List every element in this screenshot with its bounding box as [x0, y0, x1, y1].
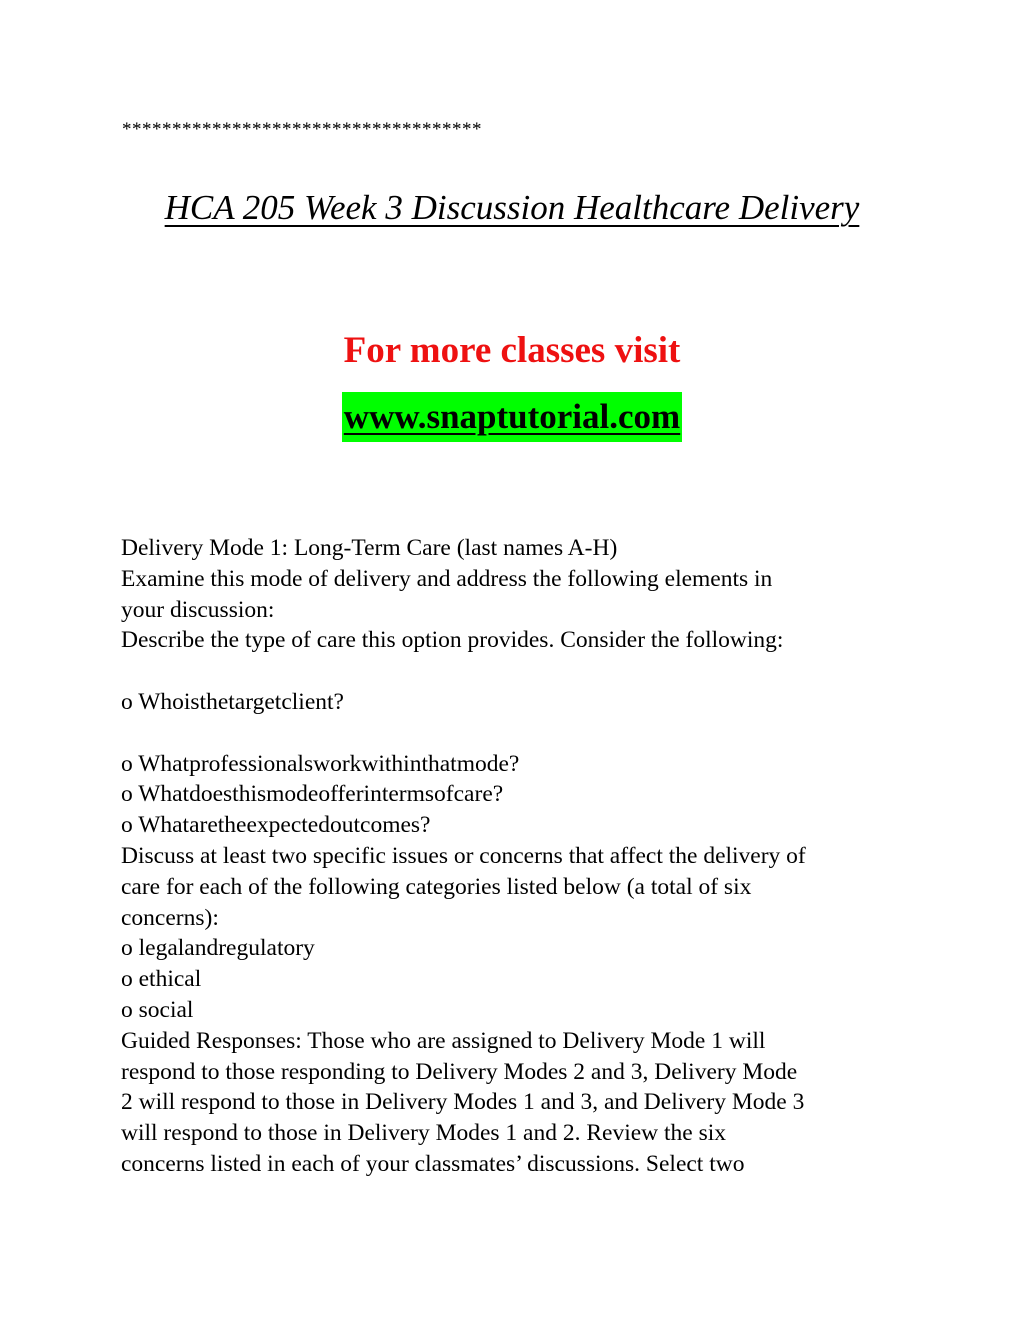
body-line: Discuss at least two specific issues or concerns that affect the delivery of — [121, 842, 806, 869]
body-line: Guided Responses: Those who are assigned to Delivery Mode 1 will — [121, 1027, 766, 1054]
document-title — [0, 186, 1024, 230]
bullet-item: o Whoisthetargetclient? — [121, 688, 344, 715]
body-line: 2 will respond to those in Delivery Modes 1 and 3, and Delivery Mode 3 — [121, 1089, 805, 1116]
bullet-item: o ethical — [121, 966, 202, 993]
bullet-item: o social — [121, 996, 194, 1023]
blank-line — [121, 718, 921, 749]
body-line: concerns listed in each of your classmates’ discussions. Select two — [121, 1150, 745, 1177]
document-title-text: HCA 205 Week 3 Discussion Healthcare Delivery — [164, 188, 860, 227]
body-line: concerns): — [121, 904, 219, 931]
promo-heading: For more classes visit — [343, 330, 681, 371]
body-line: will respond to those in Delivery Modes 1 and 2. Review the six — [121, 1120, 727, 1147]
body-line: Describe the type of care this option provides. Consider the following: — [121, 627, 784, 654]
bullet-item: o Whatprofessionalsworkwithinthatmode? — [121, 750, 520, 777]
body-text — [121, 533, 921, 1180]
promo-link-wrap — [0, 392, 1024, 442]
bullet-item: o Whataretheexpectedoutcomes? — [121, 812, 431, 839]
blank-line — [121, 656, 921, 687]
website-link[interactable]: www.snaptutorial.com — [342, 392, 682, 442]
body-line: Delivery Mode 1: Long-Term Care (last names A-H) — [121, 535, 618, 561]
body-line: respond to those responding to Delivery Modes 2 and 3, Delivery Mode — [121, 1058, 798, 1085]
bullet-item: o Whatdoesthismodeofferintermsofcare? — [121, 781, 504, 808]
body-line: your discussion: — [121, 596, 275, 623]
bullet-item: o legalandregulatory — [121, 935, 315, 962]
body-line: Examine this mode of delivery and address the following elements in — [121, 565, 773, 592]
body-line: care for each of the following categories listed below (a total of six — [121, 873, 752, 900]
separator-line: ************************************ — [122, 119, 482, 140]
